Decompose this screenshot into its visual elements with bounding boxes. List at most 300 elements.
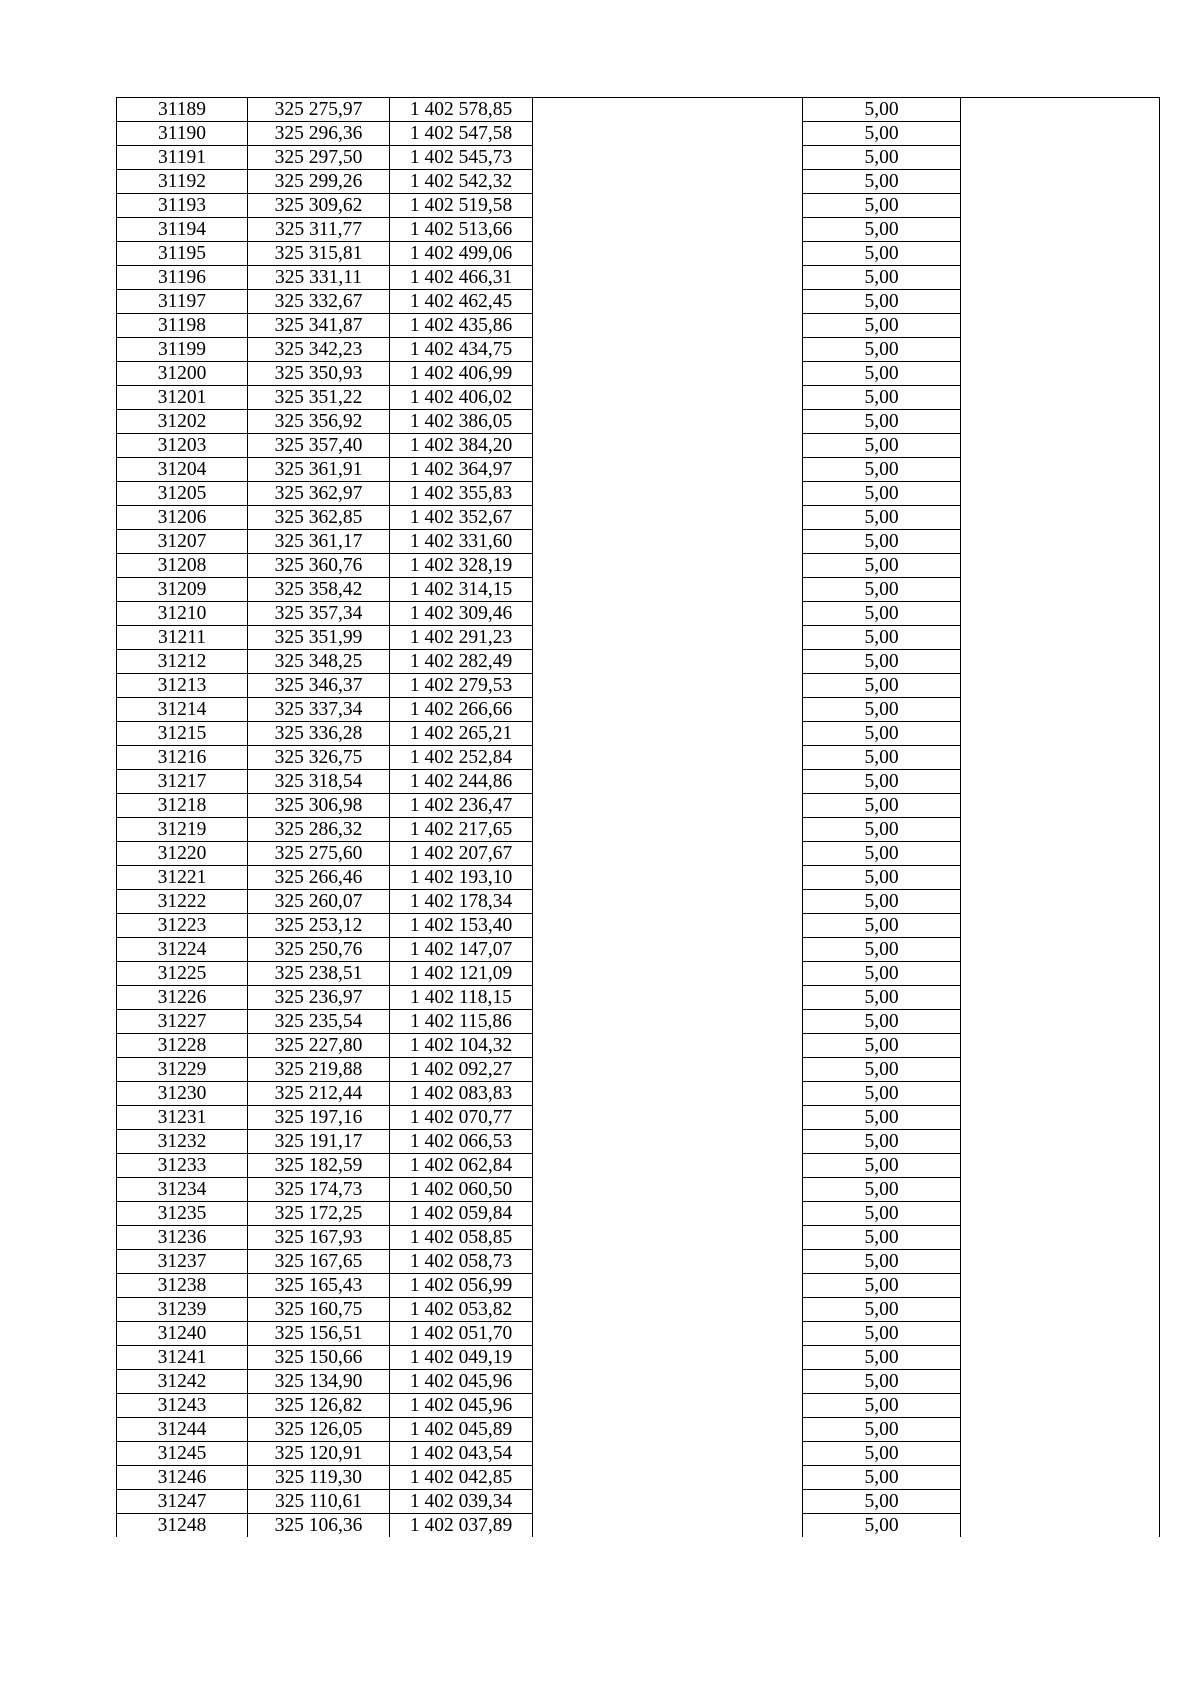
- blank-cell-last: [961, 1082, 1160, 1106]
- table-row: [117, 578, 1160, 602]
- blank-cell-last: [961, 530, 1160, 554]
- x-coordinate-cell: 325 318,54: [248, 770, 390, 794]
- table-row: [117, 1298, 1160, 1322]
- y-coordinate-cell: 1 402 406,99: [390, 362, 533, 386]
- blank-cell: [533, 794, 803, 818]
- point-number-cell: 31212: [117, 650, 248, 674]
- point-number-cell: 31230: [117, 1082, 248, 1106]
- x-coordinate-cell: 325 297,50: [248, 146, 390, 170]
- point-number-cell: 31247: [117, 1490, 248, 1514]
- table-row: [117, 362, 1160, 386]
- table-row: [117, 530, 1160, 554]
- point-number-cell: 31201: [117, 386, 248, 410]
- value-cell: 5,00: [803, 890, 961, 914]
- y-coordinate-cell: 1 402 384,20: [390, 434, 533, 458]
- point-number-cell: 31215: [117, 722, 248, 746]
- blank-cell: [533, 386, 803, 410]
- x-coordinate-cell: 325 260,07: [248, 890, 390, 914]
- blank-cell: [533, 842, 803, 866]
- table-row: [117, 1442, 1160, 1466]
- value-cell: 5,00: [803, 938, 961, 962]
- value-cell: 5,00: [803, 1010, 961, 1034]
- value-cell: 5,00: [803, 650, 961, 674]
- point-number-cell: 31242: [117, 1370, 248, 1394]
- value-cell: 5,00: [803, 530, 961, 554]
- blank-cell-last: [961, 1322, 1160, 1346]
- blank-cell: [533, 1514, 803, 1538]
- point-number-cell: 31208: [117, 554, 248, 578]
- y-coordinate-cell: 1 402 037,89: [390, 1514, 533, 1538]
- point-number-cell: 31206: [117, 506, 248, 530]
- value-cell: 5,00: [803, 794, 961, 818]
- table-row: [117, 266, 1160, 290]
- y-coordinate-cell: 1 402 266,66: [390, 698, 533, 722]
- y-coordinate-cell: 1 402 352,67: [390, 506, 533, 530]
- blank-cell: [533, 410, 803, 434]
- point-number-cell: 31193: [117, 194, 248, 218]
- y-coordinate-cell: 1 402 545,73: [390, 146, 533, 170]
- blank-cell-last: [961, 1202, 1160, 1226]
- x-coordinate-cell: 325 227,80: [248, 1034, 390, 1058]
- x-coordinate-cell: 325 266,46: [248, 866, 390, 890]
- y-coordinate-cell: 1 402 045,96: [390, 1370, 533, 1394]
- point-number-cell: 31237: [117, 1250, 248, 1274]
- blank-cell: [533, 554, 803, 578]
- blank-cell-last: [961, 1178, 1160, 1202]
- x-coordinate-cell: 325 106,36: [248, 1514, 390, 1538]
- point-number-cell: 31228: [117, 1034, 248, 1058]
- blank-cell-last: [961, 290, 1160, 314]
- x-coordinate-cell: 325 342,23: [248, 338, 390, 362]
- table-row: [117, 746, 1160, 770]
- table-row: [117, 1154, 1160, 1178]
- value-cell: 5,00: [803, 554, 961, 578]
- x-coordinate-cell: 325 275,60: [248, 842, 390, 866]
- blank-cell: [533, 1154, 803, 1178]
- y-coordinate-cell: 1 402 039,34: [390, 1490, 533, 1514]
- point-number-cell: 31238: [117, 1274, 248, 1298]
- point-number-cell: 31233: [117, 1154, 248, 1178]
- blank-cell: [533, 938, 803, 962]
- point-number-cell: 31246: [117, 1466, 248, 1490]
- blank-cell-last: [961, 122, 1160, 146]
- x-coordinate-cell: 325 346,37: [248, 674, 390, 698]
- blank-cell-last: [961, 1106, 1160, 1130]
- table-row: [117, 1106, 1160, 1130]
- x-coordinate-cell: 325 351,99: [248, 626, 390, 650]
- point-number-cell: 31197: [117, 290, 248, 314]
- y-coordinate-cell: 1 402 045,89: [390, 1418, 533, 1442]
- y-coordinate-cell: 1 402 045,96: [390, 1394, 533, 1418]
- point-number-cell: 31218: [117, 794, 248, 818]
- blank-cell-last: [961, 170, 1160, 194]
- x-coordinate-cell: 325 219,88: [248, 1058, 390, 1082]
- table-row: [117, 314, 1160, 338]
- table-row: [117, 1346, 1160, 1370]
- value-cell: 5,00: [803, 266, 961, 290]
- y-coordinate-cell: 1 402 386,05: [390, 410, 533, 434]
- y-coordinate-cell: 1 402 193,10: [390, 866, 533, 890]
- point-number-cell: 31200: [117, 362, 248, 386]
- value-cell: 5,00: [803, 122, 961, 146]
- blank-cell-last: [961, 602, 1160, 626]
- table-row: [117, 194, 1160, 218]
- blank-cell-last: [961, 1418, 1160, 1442]
- value-cell: 5,00: [803, 1202, 961, 1226]
- blank-cell: [533, 722, 803, 746]
- blank-cell-last: [961, 1058, 1160, 1082]
- x-coordinate-cell: 325 309,62: [248, 194, 390, 218]
- value-cell: 5,00: [803, 1154, 961, 1178]
- blank-cell-last: [961, 794, 1160, 818]
- y-coordinate-cell: 1 402 059,84: [390, 1202, 533, 1226]
- blank-cell-last: [961, 1154, 1160, 1178]
- x-coordinate-cell: 325 341,87: [248, 314, 390, 338]
- blank-cell: [533, 1034, 803, 1058]
- point-number-cell: 31234: [117, 1178, 248, 1202]
- value-cell: 5,00: [803, 98, 961, 122]
- table-row: [117, 1322, 1160, 1346]
- blank-cell-last: [961, 314, 1160, 338]
- table-row: [117, 1514, 1160, 1538]
- blank-cell-last: [961, 506, 1160, 530]
- blank-cell-last: [961, 362, 1160, 386]
- blank-cell-last: [961, 218, 1160, 242]
- point-number-cell: 31231: [117, 1106, 248, 1130]
- value-cell: 5,00: [803, 1226, 961, 1250]
- blank-cell: [533, 1130, 803, 1154]
- value-cell: 5,00: [803, 1250, 961, 1274]
- y-coordinate-cell: 1 402 070,77: [390, 1106, 533, 1130]
- y-coordinate-cell: 1 402 217,65: [390, 818, 533, 842]
- blank-cell-last: [961, 410, 1160, 434]
- y-coordinate-cell: 1 402 178,34: [390, 890, 533, 914]
- y-coordinate-cell: 1 402 066,53: [390, 1130, 533, 1154]
- blank-cell-last: [961, 866, 1160, 890]
- point-number-cell: 31245: [117, 1442, 248, 1466]
- value-cell: 5,00: [803, 1130, 961, 1154]
- blank-cell: [533, 578, 803, 602]
- blank-cell: [533, 1298, 803, 1322]
- blank-cell: [533, 890, 803, 914]
- point-number-cell: 31196: [117, 266, 248, 290]
- value-cell: 5,00: [803, 290, 961, 314]
- blank-cell-last: [961, 434, 1160, 458]
- blank-cell-last: [961, 1466, 1160, 1490]
- point-number-cell: 31229: [117, 1058, 248, 1082]
- point-number-cell: 31194: [117, 218, 248, 242]
- x-coordinate-cell: 325 134,90: [248, 1370, 390, 1394]
- point-number-cell: 31189: [117, 98, 248, 122]
- point-number-cell: 31232: [117, 1130, 248, 1154]
- blank-cell-last: [961, 1034, 1160, 1058]
- y-coordinate-cell: 1 402 547,58: [390, 122, 533, 146]
- point-number-cell: 31235: [117, 1202, 248, 1226]
- point-number-cell: 31192: [117, 170, 248, 194]
- table-row: [117, 170, 1160, 194]
- value-cell: 5,00: [803, 338, 961, 362]
- table-row: [117, 1250, 1160, 1274]
- value-cell: 5,00: [803, 1418, 961, 1442]
- y-coordinate-cell: 1 402 265,21: [390, 722, 533, 746]
- x-coordinate-cell: 325 253,12: [248, 914, 390, 938]
- point-number-cell: 31209: [117, 578, 248, 602]
- value-cell: 5,00: [803, 410, 961, 434]
- value-cell: 5,00: [803, 386, 961, 410]
- y-coordinate-cell: 1 402 244,86: [390, 770, 533, 794]
- blank-cell-last: [961, 1346, 1160, 1370]
- value-cell: 5,00: [803, 722, 961, 746]
- point-number-cell: 31244: [117, 1418, 248, 1442]
- x-coordinate-cell: 325 174,73: [248, 1178, 390, 1202]
- blank-cell-last: [961, 674, 1160, 698]
- point-number-cell: 31240: [117, 1322, 248, 1346]
- y-coordinate-cell: 1 402 056,99: [390, 1274, 533, 1298]
- blank-cell: [533, 1226, 803, 1250]
- x-coordinate-cell: 325 126,82: [248, 1394, 390, 1418]
- x-coordinate-cell: 325 172,25: [248, 1202, 390, 1226]
- x-coordinate-cell: 325 119,30: [248, 1466, 390, 1490]
- blank-cell: [533, 650, 803, 674]
- point-number-cell: 31202: [117, 410, 248, 434]
- blank-cell-last: [961, 1226, 1160, 1250]
- point-number-cell: 31239: [117, 1298, 248, 1322]
- blank-cell-last: [961, 1370, 1160, 1394]
- point-number-cell: 31210: [117, 602, 248, 626]
- point-number-cell: 31222: [117, 890, 248, 914]
- blank-cell-last: [961, 194, 1160, 218]
- value-cell: 5,00: [803, 770, 961, 794]
- point-number-cell: 31190: [117, 122, 248, 146]
- table-row: [117, 146, 1160, 170]
- table-row: [117, 1370, 1160, 1394]
- y-coordinate-cell: 1 402 236,47: [390, 794, 533, 818]
- blank-cell-last: [961, 1274, 1160, 1298]
- y-coordinate-cell: 1 402 043,54: [390, 1442, 533, 1466]
- point-number-cell: 31241: [117, 1346, 248, 1370]
- blank-cell: [533, 1274, 803, 1298]
- blank-cell: [533, 1490, 803, 1514]
- value-cell: 5,00: [803, 962, 961, 986]
- y-coordinate-cell: 1 402 092,27: [390, 1058, 533, 1082]
- point-number-cell: 31227: [117, 1010, 248, 1034]
- table-row: [117, 1082, 1160, 1106]
- value-cell: 5,00: [803, 1490, 961, 1514]
- value-cell: 5,00: [803, 602, 961, 626]
- value-cell: 5,00: [803, 242, 961, 266]
- blank-cell: [533, 314, 803, 338]
- table-row: [117, 650, 1160, 674]
- table-row: [117, 890, 1160, 914]
- blank-cell: [533, 746, 803, 770]
- blank-cell: [533, 362, 803, 386]
- value-cell: 5,00: [803, 1346, 961, 1370]
- x-coordinate-cell: 325 326,75: [248, 746, 390, 770]
- blank-cell: [533, 770, 803, 794]
- blank-cell: [533, 1466, 803, 1490]
- coordinates-table: [116, 97, 1160, 1537]
- table-row: [117, 722, 1160, 746]
- point-number-cell: 31219: [117, 818, 248, 842]
- table-row: [117, 1130, 1160, 1154]
- y-coordinate-cell: 1 402 115,86: [390, 1010, 533, 1034]
- y-coordinate-cell: 1 402 053,82: [390, 1298, 533, 1322]
- x-coordinate-cell: 325 361,17: [248, 530, 390, 554]
- value-cell: 5,00: [803, 434, 961, 458]
- blank-cell-last: [961, 890, 1160, 914]
- point-number-cell: 31198: [117, 314, 248, 338]
- y-coordinate-cell: 1 402 462,45: [390, 290, 533, 314]
- value-cell: 5,00: [803, 1514, 961, 1538]
- blank-cell: [533, 434, 803, 458]
- value-cell: 5,00: [803, 578, 961, 602]
- blank-cell: [533, 1418, 803, 1442]
- table-row: [117, 1178, 1160, 1202]
- y-coordinate-cell: 1 402 314,15: [390, 578, 533, 602]
- blank-cell-last: [961, 338, 1160, 362]
- y-coordinate-cell: 1 402 519,58: [390, 194, 533, 218]
- table-row: [117, 386, 1160, 410]
- x-coordinate-cell: 325 362,85: [248, 506, 390, 530]
- x-coordinate-cell: 325 356,92: [248, 410, 390, 434]
- table-row: [117, 818, 1160, 842]
- value-cell: 5,00: [803, 674, 961, 698]
- x-coordinate-cell: 325 348,25: [248, 650, 390, 674]
- table-row: [117, 1490, 1160, 1514]
- blank-cell-last: [961, 842, 1160, 866]
- y-coordinate-cell: 1 402 049,19: [390, 1346, 533, 1370]
- x-coordinate-cell: 325 275,97: [248, 98, 390, 122]
- y-coordinate-cell: 1 402 578,85: [390, 98, 533, 122]
- value-cell: 5,00: [803, 218, 961, 242]
- x-coordinate-cell: 325 336,28: [248, 722, 390, 746]
- table-row: [117, 674, 1160, 698]
- blank-cell-last: [961, 818, 1160, 842]
- x-coordinate-cell: 325 360,76: [248, 554, 390, 578]
- blank-cell: [533, 458, 803, 482]
- table-row: [117, 458, 1160, 482]
- x-coordinate-cell: 325 236,97: [248, 986, 390, 1010]
- point-number-cell: 31243: [117, 1394, 248, 1418]
- y-coordinate-cell: 1 402 406,02: [390, 386, 533, 410]
- blank-cell-last: [961, 578, 1160, 602]
- value-cell: 5,00: [803, 1442, 961, 1466]
- x-coordinate-cell: 325 358,42: [248, 578, 390, 602]
- value-cell: 5,00: [803, 866, 961, 890]
- x-coordinate-cell: 325 350,93: [248, 362, 390, 386]
- value-cell: 5,00: [803, 314, 961, 338]
- table-row: [117, 1394, 1160, 1418]
- value-cell: 5,00: [803, 986, 961, 1010]
- blank-cell: [533, 530, 803, 554]
- blank-cell-last: [961, 1394, 1160, 1418]
- value-cell: 5,00: [803, 1178, 961, 1202]
- table-row: [117, 98, 1160, 122]
- table-row: [117, 842, 1160, 866]
- blank-cell: [533, 1346, 803, 1370]
- y-coordinate-cell: 1 402 434,75: [390, 338, 533, 362]
- table-row: [117, 410, 1160, 434]
- y-coordinate-cell: 1 402 252,84: [390, 746, 533, 770]
- x-coordinate-cell: 325 165,43: [248, 1274, 390, 1298]
- blank-cell-last: [961, 1514, 1160, 1538]
- value-cell: 5,00: [803, 1106, 961, 1130]
- blank-cell: [533, 194, 803, 218]
- blank-cell: [533, 1370, 803, 1394]
- table-row: [117, 122, 1160, 146]
- blank-cell: [533, 98, 803, 122]
- x-coordinate-cell: 325 150,66: [248, 1346, 390, 1370]
- point-number-cell: 31224: [117, 938, 248, 962]
- table-row: [117, 986, 1160, 1010]
- blank-cell: [533, 506, 803, 530]
- value-cell: 5,00: [803, 1394, 961, 1418]
- blank-cell-last: [961, 698, 1160, 722]
- x-coordinate-cell: 325 296,36: [248, 122, 390, 146]
- table-row: [117, 1466, 1160, 1490]
- value-cell: 5,00: [803, 818, 961, 842]
- table-row: [117, 938, 1160, 962]
- x-coordinate-cell: 325 182,59: [248, 1154, 390, 1178]
- point-number-cell: 31236: [117, 1226, 248, 1250]
- blank-cell: [533, 986, 803, 1010]
- blank-cell: [533, 1010, 803, 1034]
- blank-cell: [533, 482, 803, 506]
- y-coordinate-cell: 1 402 513,66: [390, 218, 533, 242]
- value-cell: 5,00: [803, 506, 961, 530]
- table-row: [117, 1058, 1160, 1082]
- x-coordinate-cell: 325 126,05: [248, 1418, 390, 1442]
- point-number-cell: 31226: [117, 986, 248, 1010]
- table-row: [117, 1274, 1160, 1298]
- value-cell: 5,00: [803, 1466, 961, 1490]
- value-cell: 5,00: [803, 362, 961, 386]
- blank-cell: [533, 1442, 803, 1466]
- value-cell: 5,00: [803, 698, 961, 722]
- y-coordinate-cell: 1 402 542,32: [390, 170, 533, 194]
- x-coordinate-cell: 325 299,26: [248, 170, 390, 194]
- blank-cell-last: [961, 482, 1160, 506]
- value-cell: 5,00: [803, 458, 961, 482]
- blank-cell: [533, 1178, 803, 1202]
- point-number-cell: 31217: [117, 770, 248, 794]
- blank-cell-last: [961, 458, 1160, 482]
- table-row: [117, 338, 1160, 362]
- blank-cell-last: [961, 98, 1160, 122]
- value-cell: 5,00: [803, 146, 961, 170]
- value-cell: 5,00: [803, 1034, 961, 1058]
- y-coordinate-cell: 1 402 153,40: [390, 914, 533, 938]
- blank-cell-last: [961, 1490, 1160, 1514]
- blank-cell-last: [961, 770, 1160, 794]
- table-row: [117, 794, 1160, 818]
- point-number-cell: 31221: [117, 866, 248, 890]
- y-coordinate-cell: 1 402 364,97: [390, 458, 533, 482]
- blank-cell: [533, 338, 803, 362]
- blank-cell: [533, 1106, 803, 1130]
- value-cell: 5,00: [803, 170, 961, 194]
- table-row: [117, 626, 1160, 650]
- y-coordinate-cell: 1 402 207,67: [390, 842, 533, 866]
- y-coordinate-cell: 1 402 058,73: [390, 1250, 533, 1274]
- blank-cell-last: [961, 242, 1160, 266]
- value-cell: 5,00: [803, 914, 961, 938]
- blank-cell-last: [961, 266, 1160, 290]
- table-row: [117, 1226, 1160, 1250]
- blank-cell-last: [961, 1442, 1160, 1466]
- blank-cell: [533, 1322, 803, 1346]
- value-cell: 5,00: [803, 842, 961, 866]
